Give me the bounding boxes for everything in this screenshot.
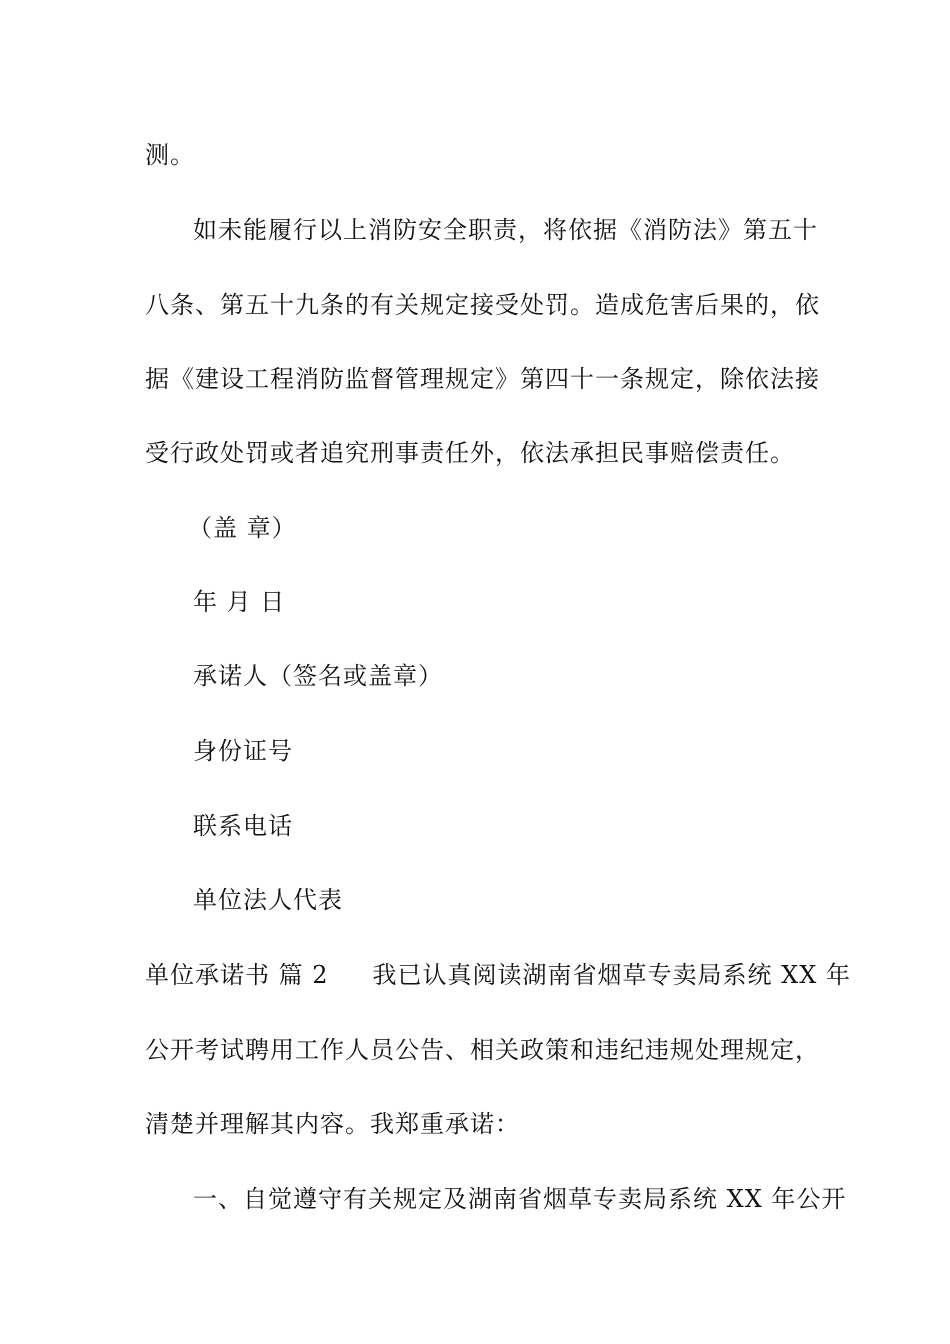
legal-representative-label: 单位法人代表 [193, 886, 343, 914]
text-line-15: 一、自觉遵守有关规定及湖南省烟草专卖局系统 XX 年公开 [193, 1185, 847, 1213]
date-text: 年 月 日 [193, 588, 286, 616]
text-line-1: 测。 [145, 141, 195, 169]
promisor-label: 承诺人（签名或盖章） [193, 662, 443, 690]
text-line-13: 公开考试聘用工作人员公告、相关政策和违纪违规处理规定， [145, 1036, 820, 1064]
section-opening-text: 我已认真阅读湖南省烟草专卖局系统 XX 年 [372, 961, 851, 989]
text-line-14: 清楚并理解其内容。我郑重承诺： [145, 1110, 520, 1138]
text-line-4: 据《建设工程消防监督管理规定》第四十一条规定，除依法接 [145, 365, 820, 393]
section-heading [145, 960, 851, 990]
text-line-2: 如未能履行以上消防安全职责，将依据《消防法》第五十 [193, 216, 818, 244]
id-number-label: 身份证号 [193, 737, 293, 765]
section-title: 单位承诺书 篇 2 [145, 961, 329, 989]
seal-text: （盖 章） [188, 514, 297, 542]
phone-label: 联系电话 [193, 812, 293, 840]
text-line-5: 受行政处罚或者追究刑事责任外，依法承担民事赔偿责任。 [145, 439, 795, 467]
text-line-3: 八条、第五十九条的有关规定接受处罚。造成危害后果的，依 [145, 291, 820, 319]
